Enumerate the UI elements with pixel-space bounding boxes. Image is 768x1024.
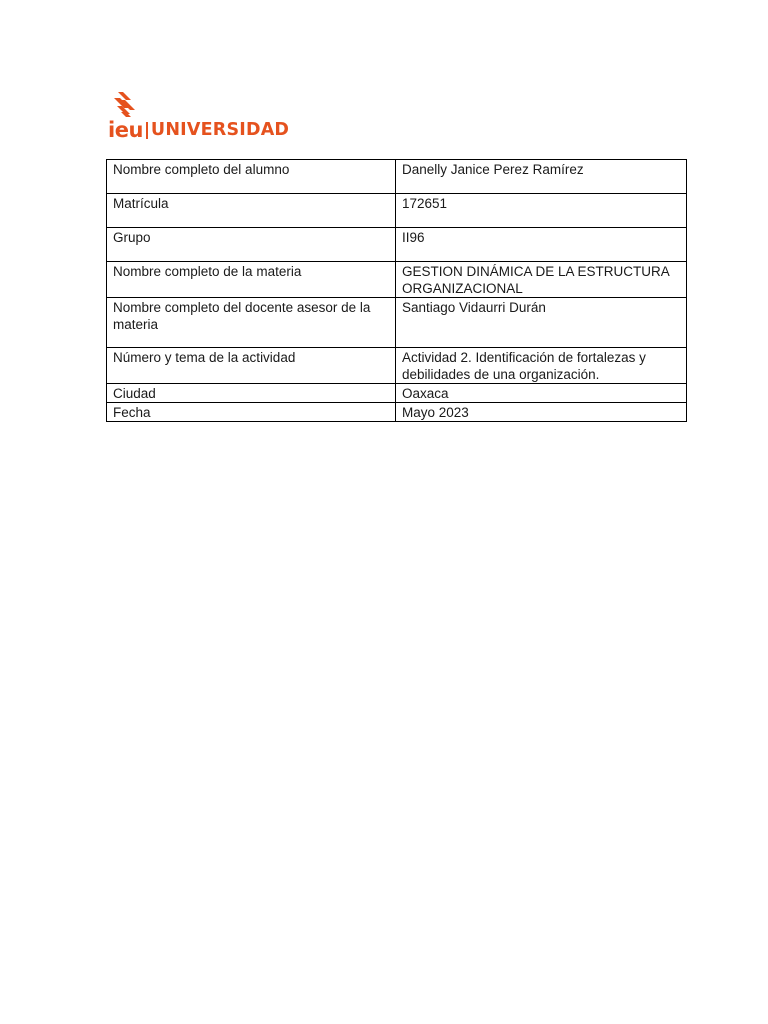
table-row <box>107 298 687 348</box>
row-value-cell <box>396 298 687 348</box>
row-value-cell <box>396 160 687 194</box>
row-value: Oaxaca <box>402 386 449 401</box>
row-value: II96 <box>402 230 425 245</box>
row-label: Número y tema de la actividad <box>113 350 296 365</box>
table-row <box>107 160 687 194</box>
row-label-cell <box>107 348 396 384</box>
row-value: Actividad 2. Identificación de fortalezas y debilidades de una organización. <box>402 350 646 382</box>
row-value: Danelly Janice Perez Ramírez <box>402 162 584 177</box>
row-value-cell <box>396 194 687 228</box>
logo-wordmark <box>108 120 289 141</box>
row-value-cell <box>396 403 687 422</box>
table-row <box>107 348 687 384</box>
table-row <box>107 384 687 403</box>
logo-separator <box>146 122 148 139</box>
row-label: Fecha <box>113 405 151 420</box>
row-label: Nombre completo del docente asesor de la materia <box>113 300 371 332</box>
row-label-cell <box>107 160 396 194</box>
table-row <box>107 228 687 262</box>
row-value: 172651 <box>402 196 448 211</box>
row-value-cell <box>396 262 687 298</box>
row-label: Nombre completo del alumno <box>113 162 290 177</box>
table-row <box>107 403 687 422</box>
logo-ieu-text: ieu <box>108 118 143 142</box>
table-row <box>107 262 687 298</box>
row-label-cell <box>107 403 396 422</box>
row-label-cell <box>107 228 396 262</box>
row-label: Ciudad <box>113 386 156 401</box>
ieu-universidad-logo <box>108 92 308 144</box>
table-row <box>107 194 687 228</box>
row-label: Nombre completo de la materia <box>113 264 302 279</box>
logo-universidad-text: UNIVERSIDAD <box>150 119 290 140</box>
row-value-cell <box>396 348 687 384</box>
row-label: Matrícula <box>113 196 169 211</box>
student-info-table <box>106 159 687 422</box>
row-label: Grupo <box>113 230 151 245</box>
ieu-arrow-mark-icon <box>112 92 138 120</box>
row-value: GESTION DINÁMICA DE LA ESTRUCTURA ORGANIZACIONAL <box>402 264 670 296</box>
row-label-cell <box>107 194 396 228</box>
row-value: Santiago Vidaurri Durán <box>402 300 546 315</box>
row-value: Mayo 2023 <box>402 405 469 420</box>
row-value-cell <box>396 384 687 403</box>
row-value-cell <box>396 228 687 262</box>
row-label-cell <box>107 262 396 298</box>
row-label-cell <box>107 298 396 348</box>
row-label-cell <box>107 384 396 403</box>
